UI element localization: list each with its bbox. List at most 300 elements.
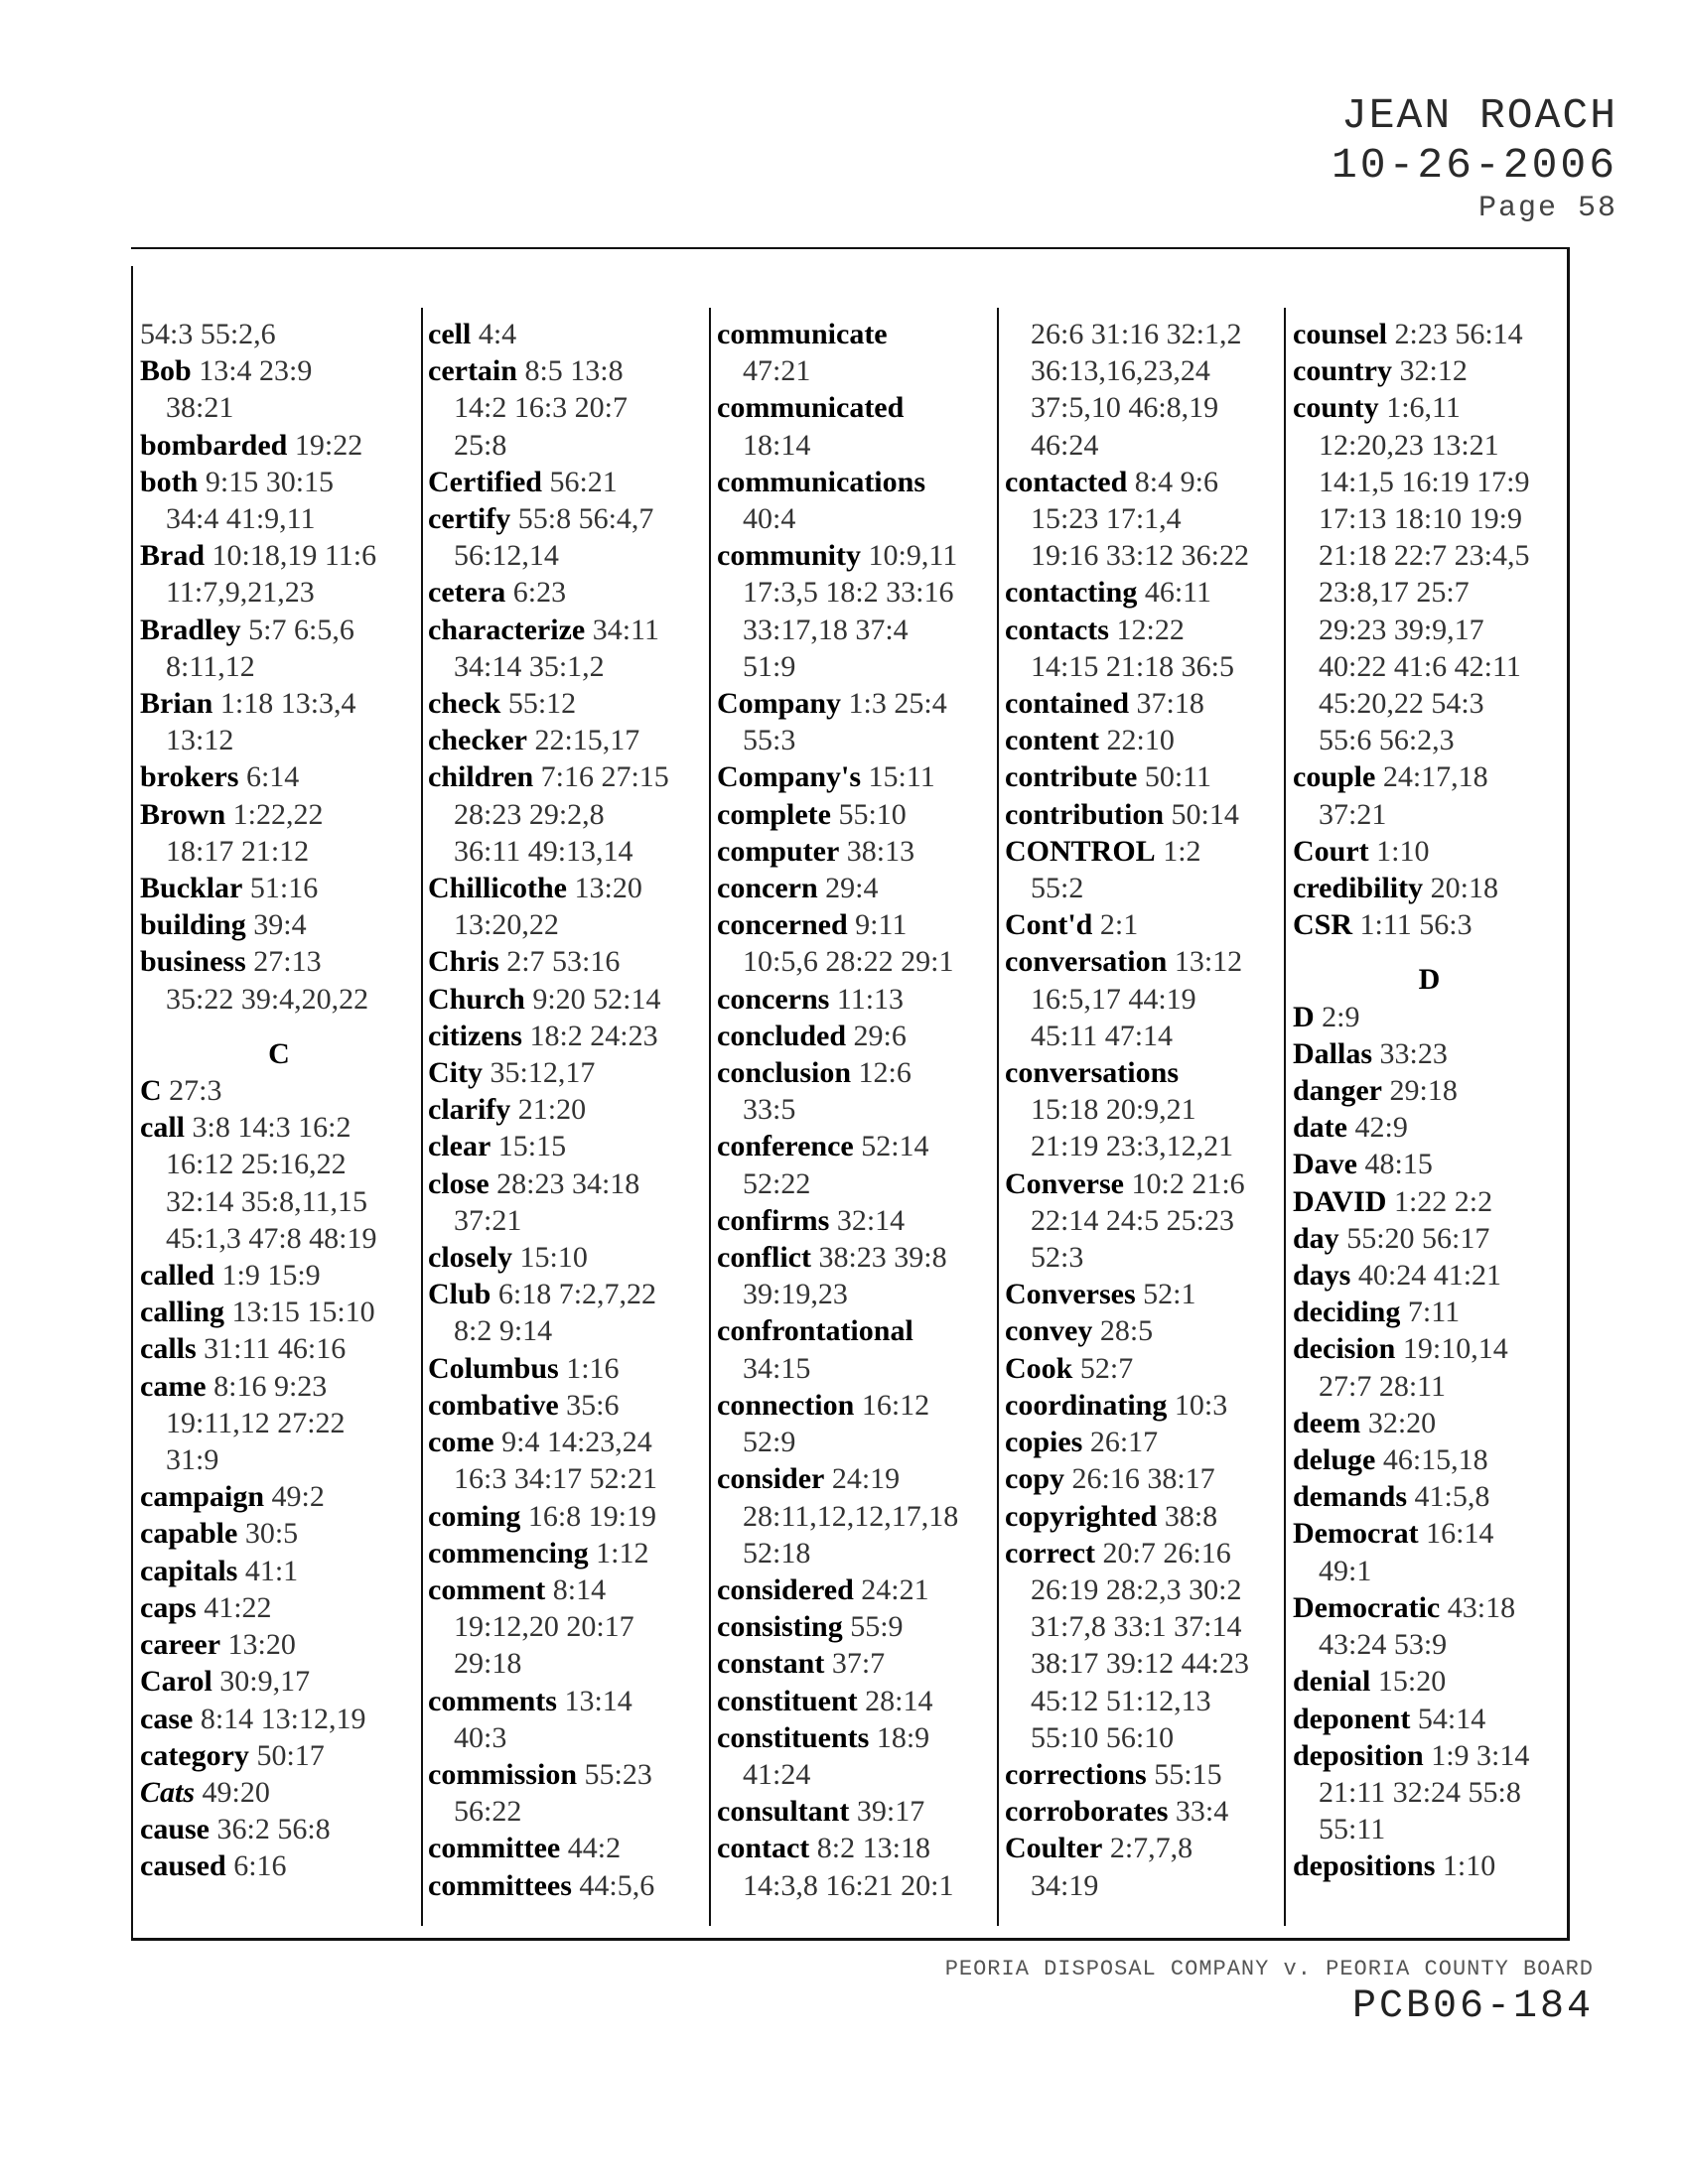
index-entry: [140, 427, 418, 464]
index-entry: [1293, 833, 1566, 870]
index-term: characterize: [428, 613, 586, 646]
index-term: concerns: [717, 982, 830, 1016]
index-entry: [1005, 906, 1283, 943]
index-term: copy: [1005, 1462, 1064, 1496]
index-entry: [717, 1054, 995, 1128]
page-line-refs: 2:7 53:16: [506, 945, 621, 979]
index-term: conversations: [1005, 1056, 1179, 1090]
index-term: check: [428, 687, 501, 721]
page-line-refs: 38:13: [846, 834, 915, 868]
page-line-refs: 55:15: [1154, 1757, 1222, 1791]
page-line-refs: 1:11 56:3: [1359, 908, 1473, 942]
index-term: CSR: [1293, 908, 1353, 942]
index-entry: [1293, 1847, 1566, 1884]
page-line-refs: 55:9: [850, 1610, 904, 1644]
page-line-refs-continued: 36:11 49:13,14: [454, 834, 633, 868]
index-entry: [428, 870, 706, 943]
index-entry: [140, 906, 418, 943]
index-term: corrections: [1005, 1757, 1147, 1791]
index-entry: [428, 1165, 706, 1239]
page-line-refs: 39:17: [856, 1795, 925, 1829]
index-entry: [140, 612, 418, 685]
page-line-refs-continued: 36:13,16,23,24: [1031, 354, 1210, 388]
index-term: Chillicothe: [428, 872, 567, 905]
page-line-refs: 49:2: [271, 1480, 325, 1514]
index-entry: [717, 796, 995, 833]
index-entry: [428, 574, 706, 611]
index-term: caps: [140, 1590, 197, 1624]
index-term: contacted: [1005, 465, 1128, 498]
page-line-refs-continued: 51:9: [743, 649, 796, 683]
page-line-refs: 33:4: [1175, 1795, 1229, 1829]
index-term: corroborates: [1005, 1795, 1169, 1829]
page-line-refs: 19:10,14: [1402, 1332, 1508, 1366]
index-term: came: [140, 1369, 207, 1403]
page-line-refs-continued: 37:21: [1319, 797, 1387, 831]
index-term: Club: [428, 1278, 491, 1311]
index-entry: [140, 1553, 418, 1589]
index-entry: [428, 464, 706, 500]
index-entry: [1005, 1424, 1283, 1460]
index-column-3: [717, 316, 995, 1904]
index-term: Democrat: [1293, 1517, 1419, 1551]
index-term: caused: [140, 1849, 226, 1883]
page-line-refs: 32:20: [1367, 1406, 1437, 1439]
page-line-refs: 40:24 41:21: [1357, 1259, 1502, 1293]
index-term: calls: [140, 1332, 197, 1366]
index-entry: [1005, 1387, 1283, 1424]
page-line-refs-continued: 14:3,8 16:21 20:1: [743, 1868, 954, 1902]
page-line-refs: 21:20: [517, 1093, 587, 1127]
page-line-refs: 10:9,11: [868, 539, 958, 573]
section-letter: D: [1418, 963, 1441, 997]
index-term: commission: [428, 1757, 577, 1791]
page-line-refs-continued: 40:22 41:6 42:11: [1319, 649, 1521, 683]
column-divider: [421, 308, 423, 1926]
index-entry: [428, 1498, 706, 1535]
page-line-refs-continued: 12:20,23 13:21: [1319, 428, 1499, 462]
page-line-refs: 32:12: [1399, 354, 1468, 388]
index-entry: [1005, 1312, 1283, 1349]
index-column-5: [1293, 316, 1566, 1885]
index-term: business: [140, 945, 246, 979]
deposition-date: 10-26-2006: [1331, 141, 1617, 190]
index-term: Company: [717, 687, 842, 721]
page-line-refs: 16:14: [1426, 1517, 1494, 1551]
index-term: Brad: [140, 539, 206, 573]
index-entry: [1005, 833, 1283, 906]
page-line-refs-continued: 10:5,6 28:22 29:1: [743, 945, 954, 979]
index-term: conversation: [1005, 945, 1168, 979]
page-line-refs-continued: 41:24: [743, 1757, 811, 1791]
index-term: depositions: [1293, 1849, 1436, 1883]
index-term: combative: [428, 1388, 559, 1422]
page-line-refs: 1:10: [1442, 1849, 1496, 1883]
index-term: correct: [1005, 1536, 1096, 1570]
index-entry: [717, 1128, 995, 1201]
index-term: contacting: [1005, 576, 1138, 610]
page-line-refs: 7:16 27:15: [540, 760, 669, 794]
index-entry: [1005, 1350, 1283, 1387]
index-term: demands: [1293, 1480, 1408, 1514]
page-line-refs-continued: 22:14 24:5 25:23: [1031, 1203, 1235, 1237]
index-term: cell: [428, 318, 472, 350]
index-entry: [717, 906, 995, 980]
index-entry: [1005, 796, 1283, 833]
page-line-refs: 15:10: [519, 1241, 588, 1275]
page-line-refs: 44:5,6: [579, 1868, 655, 1902]
page-number: Page 58: [1477, 192, 1617, 225]
index-entry: [140, 464, 418, 537]
index-term: conference: [717, 1130, 854, 1163]
section-letter: C: [268, 1036, 290, 1070]
page-line-refs: 46:11: [1144, 576, 1212, 610]
page-line-refs: 31:11 46:16: [204, 1332, 347, 1366]
page-line-refs: 6:18 7:2,7,22: [497, 1278, 657, 1311]
page-line-refs: 50:11: [1144, 760, 1212, 794]
index-term: Cook: [1005, 1351, 1073, 1385]
index-term: constant: [717, 1647, 825, 1681]
page-line-refs: 27:13: [253, 945, 322, 979]
page-line-refs-continued: 45:12 51:12,13: [1031, 1684, 1211, 1717]
index-entry: [717, 1608, 995, 1645]
index-entry: [140, 1072, 418, 1109]
index-term: Democratic: [1293, 1590, 1441, 1624]
page-line-refs: 4:4: [478, 318, 517, 350]
index-entry: [1005, 1535, 1283, 1756]
index-term: concerned: [717, 908, 848, 942]
page-line-refs-continued: 13:20,22: [454, 908, 559, 942]
index-term: consultant: [717, 1795, 850, 1829]
page-line-refs: 38:8: [1164, 1499, 1218, 1533]
page-line-refs: 41:22: [204, 1590, 272, 1624]
index-entry: [428, 1571, 706, 1683]
index-entry: [428, 1683, 706, 1756]
index-entry: [717, 1239, 995, 1312]
index-entry: [428, 1350, 706, 1387]
page-line-refs: 1:22 2:2: [1393, 1184, 1493, 1218]
index-entry: [140, 1589, 418, 1626]
page-line-refs-continued: 19:16 33:12 36:22: [1031, 539, 1250, 573]
page-line-refs: 52:14: [861, 1130, 929, 1163]
index-term: Converse: [1005, 1166, 1124, 1200]
index-term: Bucklar: [140, 872, 243, 905]
index-term: D: [1293, 1000, 1315, 1033]
page-line-refs: 29:4: [825, 872, 879, 905]
index-entry: [140, 1257, 418, 1294]
index-entry: [140, 1847, 418, 1884]
index-term: comment: [428, 1572, 546, 1606]
index-entry: [1005, 1276, 1283, 1312]
page-line-refs: 13:12: [1174, 945, 1243, 979]
index-term: CONTROL: [1005, 834, 1156, 868]
page-line-refs: 54:3 55:2,6: [140, 318, 276, 350]
page-line-refs: 51:16: [249, 872, 319, 905]
page-line-refs: 2:1: [1099, 908, 1139, 942]
index-entry: [140, 1330, 418, 1367]
index-entry: [140, 943, 418, 1017]
page-line-refs: 54:14: [1417, 1702, 1486, 1735]
page-line-refs: 13:20: [574, 872, 642, 905]
page-line-refs: 7:11: [1407, 1296, 1461, 1329]
index-term: capable: [140, 1517, 238, 1551]
index-entry: [1005, 612, 1283, 685]
index-term: children: [428, 760, 534, 794]
page-line-refs: 9:15 30:15: [205, 465, 335, 498]
index-term: coordinating: [1005, 1388, 1168, 1422]
index-term: concluded: [717, 1019, 847, 1052]
page-line-refs-continued: 27:7 28:11: [1319, 1369, 1447, 1403]
page-line-refs-continued: 13:12: [166, 724, 234, 757]
index-entry: [1293, 1220, 1566, 1257]
index-entry: [1005, 1793, 1283, 1830]
page-line-refs-continued: 35:22 39:4,20,22: [166, 982, 369, 1016]
page-line-refs-continued: 47:21: [743, 354, 811, 388]
index-entry: [717, 1830, 995, 1903]
page-line-refs: 30:5: [244, 1517, 299, 1551]
index-entry: [1293, 999, 1566, 1035]
index-entry: [428, 352, 706, 464]
index-term: called: [140, 1259, 214, 1293]
index-entry: [1293, 1183, 1566, 1220]
index-term: brokers: [140, 760, 239, 794]
page-line-refs-continued: 38:21: [166, 391, 234, 425]
index-entry: [140, 1109, 418, 1257]
index-term: committees: [428, 1868, 572, 1902]
page-line-refs: 8:14 13:12,19: [200, 1702, 366, 1735]
page-line-refs: 35:6: [566, 1388, 620, 1422]
page-line-refs: 15:15: [497, 1130, 567, 1163]
index-entry: [1293, 352, 1566, 389]
index-term: deluge: [1293, 1443, 1376, 1477]
index-term: contained: [1005, 687, 1130, 721]
index-entry: [140, 1626, 418, 1663]
page-line-refs-continued: 52:18: [743, 1536, 811, 1570]
page-line-refs: 13:4 23:9: [199, 354, 313, 388]
page-line-refs: 20:7 26:16: [1102, 1536, 1231, 1570]
index-entry: [140, 1663, 418, 1700]
index-entry: [1005, 1054, 1283, 1165]
page-line-refs: 22:10: [1106, 724, 1175, 757]
page-line-refs: 46:15,18: [1382, 1443, 1488, 1477]
index-term: calling: [140, 1296, 225, 1329]
index-term: day: [1293, 1221, 1339, 1255]
index-term: Columbus: [428, 1351, 559, 1385]
index-term: deposition: [1293, 1738, 1424, 1772]
page-line-refs-continued: 21:19 23:3,12,21: [1031, 1130, 1234, 1163]
page-line-refs-continued: 55:3: [743, 724, 796, 757]
index-entry: [717, 1571, 995, 1608]
page-line-refs: 2:7,7,8: [1109, 1832, 1193, 1865]
page-line-refs: 13:14: [564, 1684, 632, 1717]
index-term: date: [1293, 1111, 1347, 1145]
page-line-refs: 2:23 56:14: [1394, 318, 1523, 350]
page-line-refs: 9:4 14:23,24: [501, 1426, 652, 1459]
index-entry: [1005, 1460, 1283, 1497]
page-line-refs: 26:17: [1089, 1426, 1159, 1459]
index-entry: [1293, 906, 1566, 943]
page-line-refs: 41:1: [244, 1554, 299, 1587]
page-line-refs: 18:9: [876, 1720, 930, 1754]
index-term: contribute: [1005, 760, 1138, 794]
page-line-refs: 27:3: [169, 1074, 222, 1108]
page-line-refs: 43:18: [1447, 1590, 1516, 1624]
page-line-refs-continued: 37:5,10 46:8,19: [1031, 391, 1219, 425]
page-line-refs-continued: 16:5,17 44:19: [1031, 982, 1196, 1016]
index-term: building: [140, 908, 246, 942]
page-line-refs-continued: 38:17 39:12 44:23: [1031, 1647, 1250, 1681]
index-term: both: [140, 465, 199, 498]
page-line-refs-continued: 34:19: [1031, 1868, 1099, 1902]
index-term: Court: [1293, 834, 1369, 868]
page-line-refs: 52:1: [1143, 1278, 1196, 1311]
index-entry: [428, 1756, 706, 1830]
index-entry: [1005, 1498, 1283, 1535]
index-term: deem: [1293, 1406, 1361, 1439]
index-entry: [717, 758, 995, 795]
index-entry: [1293, 1072, 1566, 1109]
page-line-refs: 52:7: [1079, 1351, 1134, 1385]
index-term: Bradley: [140, 613, 241, 646]
page-line-refs: 11:13: [836, 982, 905, 1016]
index-entry: [1005, 943, 1283, 1054]
page-line-refs: 35:12,17: [490, 1056, 596, 1090]
page-line-refs-continued: 40:4: [743, 502, 796, 536]
index-term: Church: [428, 982, 525, 1016]
index-term: bombarded: [140, 428, 288, 462]
page-line-refs-continued: 32:14 35:8,11,15: [166, 1184, 368, 1218]
page-line-refs: 9:11: [855, 908, 908, 942]
page-line-refs-continued: 23:8,17 25:7: [1319, 576, 1470, 610]
index-entry: [428, 612, 706, 685]
page-line-refs: 10:18,19 11:6: [211, 539, 377, 573]
index-term: City: [428, 1056, 483, 1090]
page-line-refs: 1:2: [1163, 834, 1201, 868]
index-term: decision: [1293, 1332, 1396, 1366]
column-divider: [1284, 308, 1286, 1926]
page-line-refs: 5:7 6:5,6: [248, 613, 354, 646]
page-line-refs-continued: 8:2 9:14: [454, 1314, 553, 1348]
index-entry: [1005, 1756, 1283, 1793]
index-entry: [1293, 1589, 1566, 1663]
index-term: consider: [717, 1462, 825, 1496]
page-line-refs-continued: 40:3: [454, 1720, 507, 1754]
page-line-refs: 13:20: [227, 1628, 296, 1662]
index-term: deciding: [1293, 1296, 1401, 1329]
page-line-refs: 6:14: [245, 760, 300, 794]
page-line-refs-continued: 21:18 22:7 23:4,5: [1319, 539, 1530, 573]
index-entry: [1293, 1515, 1566, 1588]
index-term: Cont'd: [1005, 908, 1093, 942]
page-line-refs: 28:5: [1099, 1314, 1154, 1348]
index-entry: [428, 943, 706, 980]
index-term: closely: [428, 1241, 512, 1275]
index-entry: [717, 1683, 995, 1719]
page-line-refs-continued: 55:11: [1319, 1813, 1386, 1846]
page-line-refs-continued: 14:2 16:3 20:7: [454, 391, 629, 425]
index-entry: [717, 1719, 995, 1793]
index-term: Dave: [1293, 1148, 1357, 1181]
index-term: communicated: [717, 391, 905, 425]
index-term: cause: [140, 1813, 210, 1846]
index-entry: [428, 500, 706, 574]
index-entry: [1293, 316, 1566, 352]
page-line-refs: 55:10: [838, 797, 907, 831]
index-entry: [428, 1387, 706, 1424]
index-entry: [428, 1424, 706, 1497]
index-entry: [428, 1091, 706, 1128]
index-entry: [1293, 1330, 1566, 1404]
index-term: Chris: [428, 945, 499, 979]
page-line-refs: 22:15,17: [534, 724, 640, 757]
column-divider: [997, 308, 999, 1926]
index-entry: [1005, 722, 1283, 758]
page-line-refs-continued: 46:24: [1031, 428, 1099, 462]
index-term: clear: [428, 1130, 491, 1163]
page-line-refs: 24:21: [861, 1572, 929, 1606]
index-entry: [717, 1387, 995, 1460]
index-entry: [1293, 1146, 1566, 1182]
page-line-refs: 55:20 56:17: [1346, 1221, 1490, 1255]
index-entry: [428, 1054, 706, 1091]
page-line-refs: 9:20 52:14: [532, 982, 661, 1016]
index-term: couple: [1293, 760, 1376, 794]
index-entry: [428, 981, 706, 1018]
index-entry: [717, 1793, 995, 1830]
index-entry: [717, 1645, 995, 1682]
index-term: citizens: [428, 1019, 522, 1052]
index-entry: [1293, 1257, 1566, 1294]
page-line-refs: 49:20: [202, 1775, 270, 1809]
index-entry: [1005, 464, 1283, 575]
page-line-refs: 50:17: [256, 1738, 325, 1772]
index-column-1: [140, 316, 418, 1885]
page-line-refs: 30:9,17: [219, 1665, 311, 1699]
index-term: confrontational: [717, 1314, 913, 1348]
page-line-refs-continued: 49:1: [1319, 1554, 1372, 1587]
index-entry: [140, 352, 418, 426]
index-term: copyrighted: [1005, 1499, 1158, 1533]
index-entry: [428, 758, 706, 870]
index-entry: [717, 833, 995, 870]
index-term: Cats: [140, 1775, 196, 1809]
page-line-refs: 19:22: [294, 428, 363, 462]
page-line-refs-continued: 26:19 28:2,3 30:2: [1031, 1572, 1242, 1606]
page-line-refs: 50:14: [1171, 797, 1239, 831]
index-entry: [428, 1018, 706, 1054]
index-term: case: [140, 1702, 194, 1735]
page-line-refs: 8:5 13:8: [524, 354, 624, 388]
index-term: deponent: [1293, 1702, 1411, 1735]
page-line-refs-continued: 37:21: [454, 1203, 522, 1237]
page-line-refs-continued: 34:15: [743, 1351, 811, 1385]
page-footer: [945, 1956, 1594, 2031]
index-term: conflict: [717, 1241, 811, 1275]
index-term: communications: [717, 465, 925, 498]
page-line-refs: 1:10: [1376, 834, 1430, 868]
index-term: constituent: [717, 1684, 858, 1717]
index-term: Dallas: [1293, 1036, 1373, 1070]
index-entry: [1005, 1165, 1283, 1277]
index-term: close: [428, 1166, 490, 1200]
index-term: certify: [428, 502, 511, 536]
page-line-refs-continued: 19:12,20 20:17: [454, 1610, 634, 1644]
page-line-refs: 29:6: [853, 1019, 907, 1052]
page-line-refs: 1:6,11: [1386, 391, 1461, 425]
page-line-refs: 12:22: [1116, 613, 1185, 646]
page-line-refs-continued: 17:3,5 18:2 33:16: [743, 576, 954, 610]
page-line-refs-continued: 18:17 21:12: [166, 834, 310, 868]
